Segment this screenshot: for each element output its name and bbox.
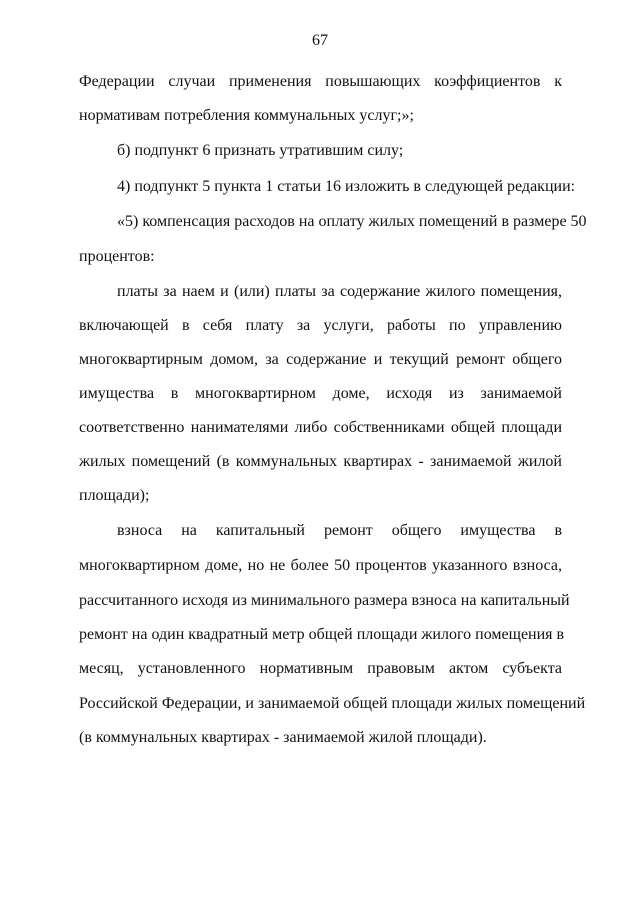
text-line: «5) компенсация расходов на оплату жилых помещений в размере 50 <box>117 213 587 230</box>
text-line: Федерации случаи применения повышающих коэффициентов к <box>79 73 562 90</box>
text-line: платы за наем и (или) платы за содержание жилого помещения, <box>117 283 562 300</box>
text-line: месяц, установленного нормативным правовым актом субъекта <box>79 660 562 677</box>
text-line: (в коммунальных квартирах - занимаемой жилой площади). <box>79 729 487 746</box>
text-line: взноса на капитальный ремонт общего имущества в <box>117 522 562 539</box>
text-line: процентов: <box>79 248 155 265</box>
text-line: площади); <box>79 487 150 504</box>
text-line: нормативам потребления коммунальных услуг;»; <box>79 107 414 124</box>
text-line: жилых помещений (в коммунальных квартирах - занимаемой жилой <box>79 453 562 470</box>
text-line: соответственно нанимателями либо собственниками общей площади <box>79 419 562 436</box>
text-line: 4) подпункт 5 пункта 1 статьи 16 изложить в следующей редакции: <box>117 178 576 195</box>
text-line: б) подпункт 6 признать утратившим силу; <box>117 142 404 159</box>
page-number: 67 <box>312 32 328 49</box>
text-line: Российской Федерации, и занимаемой общей площади жилых помещений <box>79 695 586 712</box>
text-line: имущества в многоквартирном доме, исходя из занимаемой <box>79 385 562 402</box>
text-line: рассчитанного исходя из минимального размера взноса на капитальный <box>79 592 570 609</box>
text-line: многоквартирным домом, за содержание и текущий ремонт общего <box>79 351 562 368</box>
text-line: многоквартирном доме, но не более 50 процентов указанного взноса, <box>79 557 562 574</box>
text-line: включающей в себя плату за услуги, работы по управлению <box>79 317 562 334</box>
text-line: ремонт на один квадратный метр общей площади жилого помещения в <box>79 626 565 643</box>
